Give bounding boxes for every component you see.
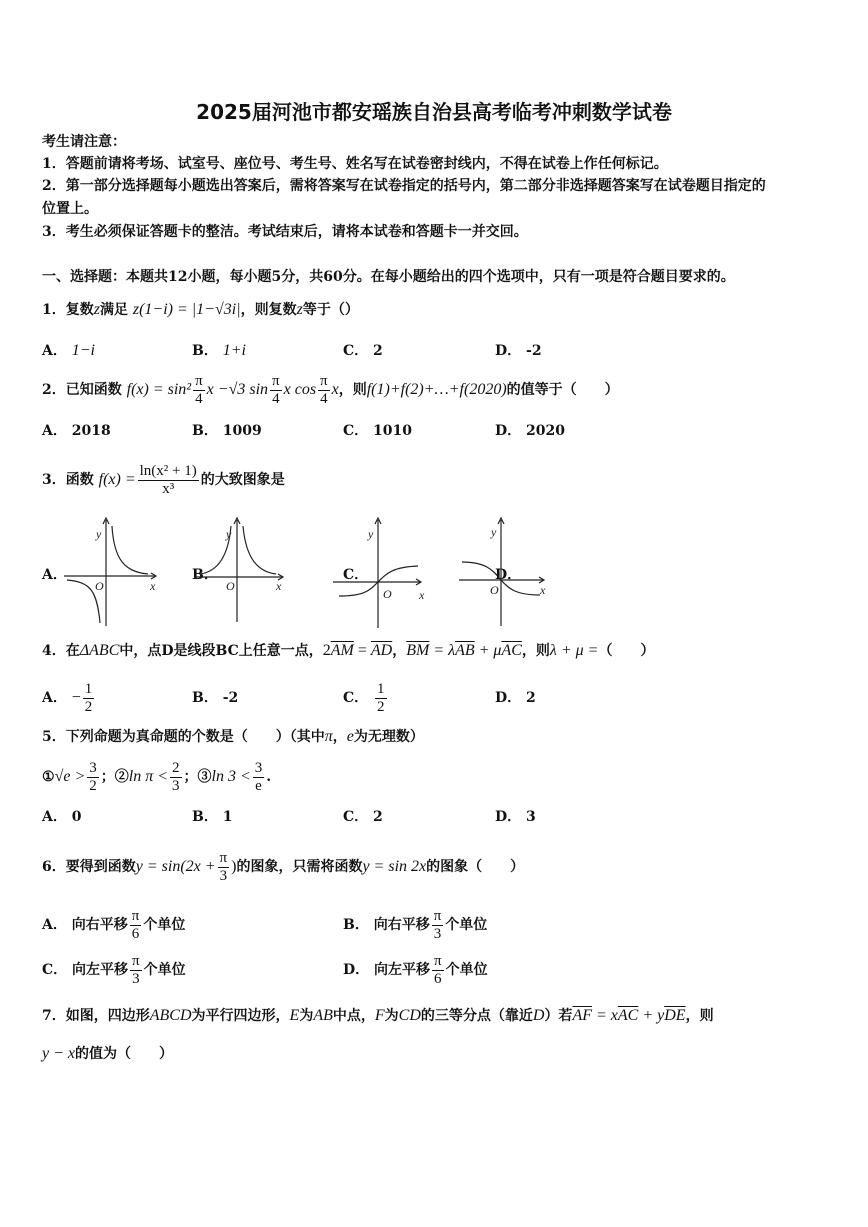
option-c[interactable] [343, 807, 383, 827]
text: 中点， [332, 1008, 375, 1024]
label: D． [495, 809, 522, 825]
math: f(x) = sin² [126, 381, 192, 398]
vector: $\overline{AM}$ [330, 642, 354, 659]
text: ）若 [544, 1008, 573, 1024]
text: 复数 [65, 302, 94, 318]
den: 6 [434, 970, 442, 987]
text: BC [215, 643, 239, 659]
text: ， [332, 729, 347, 745]
fraction [432, 953, 444, 988]
separator: . [266, 769, 272, 785]
den: 2 [89, 777, 97, 794]
separator: ； [183, 769, 198, 785]
text: ，则复数 [240, 302, 297, 318]
math: f(1)+f(2)+…+f(2020) [366, 381, 507, 398]
math: = [353, 642, 371, 659]
text: ，则 [521, 643, 550, 659]
y-label: y [491, 525, 497, 539]
label: B． [192, 809, 218, 825]
text: 上任意一点， [238, 643, 323, 659]
text: 满足 [99, 302, 128, 318]
value: 1010 [373, 423, 412, 439]
text: D [161, 643, 174, 659]
text: 的图象，只需将函数 [236, 859, 363, 875]
math: e [346, 728, 354, 745]
num: 3 [89, 759, 97, 776]
value: 2 [373, 343, 383, 359]
den: 3 [433, 925, 442, 942]
fraction [318, 373, 330, 408]
vector: $\overline{AB}$ [455, 642, 475, 659]
label: A． [42, 423, 67, 439]
label: C． [343, 343, 369, 359]
math: ln 3 < [211, 768, 251, 785]
option-a[interactable] [42, 341, 95, 361]
den: 6 [131, 925, 140, 942]
x-label: x [276, 579, 282, 593]
text: 向右平移 [71, 917, 128, 933]
text: 要得到函数 [65, 859, 136, 875]
math: = x [591, 1007, 618, 1024]
math: ABCD [149, 1007, 192, 1024]
label: C． [42, 962, 68, 978]
den: x³ [162, 480, 175, 497]
math: z(1−i) = |1−√3i| [132, 301, 241, 318]
den: e [255, 777, 262, 794]
option-b[interactable] [343, 905, 487, 945]
math: z [93, 301, 100, 318]
circled-number: ② [114, 769, 129, 785]
math: λ + μ = [549, 642, 599, 659]
text: 如图，四边形 [65, 1008, 150, 1024]
notice-item: 3．考生必须保证答题卡的整洁。考试结束后，请将本试卷和答题卡一并交回。 [42, 224, 528, 240]
text: ，则 [685, 1008, 714, 1024]
separator: ； [100, 769, 115, 785]
fraction [375, 681, 387, 716]
fraction [87, 760, 99, 795]
text: 等于（） [302, 302, 359, 318]
question-3 [42, 460, 285, 500]
text: 已知函数 [65, 382, 122, 398]
statements [42, 757, 271, 797]
num: π [131, 907, 140, 924]
option-d[interactable] [343, 950, 488, 990]
math: F [374, 1007, 385, 1024]
vector: $\overline{AC}$ [617, 1007, 639, 1024]
den: 3 [172, 777, 180, 794]
text: 的大致图象是 [200, 472, 285, 488]
text: 为 [384, 1008, 399, 1024]
den: 3 [219, 867, 228, 884]
label: B． [343, 917, 369, 933]
text: （ ） [598, 643, 655, 659]
label: D． [343, 962, 370, 978]
math: x cos [283, 381, 317, 398]
den: 2 [377, 698, 385, 715]
value: 3 [526, 809, 536, 825]
label: A． [42, 809, 67, 825]
text: 为无理数） [353, 729, 424, 745]
value: -2 [526, 343, 542, 359]
option-a[interactable] [42, 905, 185, 945]
fraction [253, 760, 265, 795]
fraction [432, 908, 444, 943]
option-c[interactable] [343, 421, 412, 441]
x-label: x [150, 579, 156, 593]
label: D． [495, 690, 522, 706]
notice-item: 2．第一部分选择题每小题选出答案后，需将答案写在试卷指定的括号内，第二部分非选择题答案写在试卷题目指定的 [42, 178, 766, 194]
fraction [130, 953, 142, 988]
fraction [138, 463, 199, 498]
math: y = sin 2x [362, 858, 427, 875]
option-d[interactable] [495, 421, 565, 441]
text: 的值等于（ ） [506, 382, 619, 398]
label: B． [192, 423, 218, 439]
num: π [272, 372, 280, 389]
q-number: 4． [42, 643, 66, 659]
text: 的三等分点（靠近 [420, 1008, 533, 1024]
option-d[interactable] [495, 341, 542, 361]
option-d[interactable] [495, 807, 536, 827]
label: C． [343, 423, 369, 439]
math: x −√3 sin [206, 381, 269, 398]
value: 2 [373, 809, 383, 825]
den: 4 [195, 390, 203, 407]
graph-b-label[interactable]: B． [192, 567, 218, 583]
num: π [320, 372, 328, 389]
math: = λ [429, 642, 456, 659]
math: z [296, 301, 303, 318]
math: CD [398, 1007, 421, 1024]
option-c[interactable] [343, 678, 389, 718]
graph-d-label[interactable]: D． [495, 567, 522, 583]
den: 3 [132, 970, 140, 987]
y-label: y [368, 527, 374, 541]
notice-item: 位置上。 [42, 201, 98, 217]
math: + μ [474, 642, 502, 659]
origin-label: O [490, 583, 499, 597]
text: 的值为（ ） [75, 1046, 173, 1062]
q-number: 1． [42, 302, 66, 318]
label: A． [42, 917, 67, 933]
label: D． [495, 423, 522, 439]
label: C． [343, 809, 369, 825]
math: x [331, 381, 339, 398]
graph-d [459, 518, 546, 626]
x-label: x [540, 583, 546, 597]
origin-label: O [383, 587, 392, 601]
value: 1 [222, 809, 233, 825]
vector: $\overline{AF}$ [572, 1007, 592, 1024]
math: ln π < [128, 768, 169, 785]
text: ， [392, 643, 407, 659]
option-b[interactable] [192, 341, 246, 361]
q-number: 5． [42, 729, 66, 745]
text: 为平行四边形， [191, 1008, 290, 1024]
sign: − [71, 689, 81, 706]
graph-c-label[interactable]: C． [343, 567, 369, 583]
question-6 [42, 847, 524, 887]
num: π [132, 952, 140, 969]
option-b[interactable] [192, 421, 262, 441]
text: 函数 [65, 472, 94, 488]
num: 3 [254, 759, 263, 776]
option-a[interactable] [42, 807, 82, 827]
math: AB [313, 1007, 333, 1024]
q-number: 6． [42, 859, 66, 875]
num: π [219, 849, 228, 866]
q-number: 7． [42, 1008, 66, 1024]
text: 为 [299, 1008, 314, 1024]
fraction [270, 373, 282, 408]
text: 个单位 [143, 962, 186, 978]
value: 1009 [222, 423, 262, 439]
x-label: x [419, 588, 425, 602]
den: 4 [320, 390, 328, 407]
num: 1 [84, 680, 93, 697]
vector: $\overline{AC}$ [501, 642, 522, 659]
math: D [532, 1007, 545, 1024]
question-4 [42, 641, 654, 661]
num: π [434, 952, 442, 969]
text: 个单位 [143, 917, 186, 933]
den: 4 [272, 390, 280, 407]
num: 1 [377, 680, 385, 697]
math: + y [638, 1007, 665, 1024]
option-c[interactable] [42, 950, 186, 990]
vector: $\overline{BM}$ [406, 642, 430, 659]
y-label: y [96, 527, 102, 541]
math: f(x) = [98, 471, 136, 488]
math: 2 [322, 642, 331, 659]
text: 向左平移 [72, 962, 129, 978]
num: π [433, 907, 442, 924]
exam-title: 2025届河池市都安瑶族自治县高考临考冲刺数学试卷 [196, 100, 672, 124]
q-number: 2． [42, 382, 66, 398]
text: 个单位 [445, 962, 488, 978]
math: ΔABC [79, 642, 120, 659]
option-b[interactable] [192, 807, 232, 827]
circled-number: ① [42, 769, 55, 785]
math: ) [231, 858, 237, 875]
text: ，则 [338, 382, 367, 398]
option-c[interactable] [343, 341, 383, 361]
value: 0 [71, 809, 82, 825]
value: 2018 [71, 423, 111, 439]
origin-label: O [226, 579, 235, 593]
value: 2020 [526, 423, 565, 439]
num: 2 [172, 759, 180, 776]
value: 1+i [222, 342, 246, 359]
fraction [218, 850, 230, 885]
graph-a [64, 518, 156, 626]
text: 中，点 [119, 643, 162, 659]
text: 的图象（ ） [426, 859, 525, 875]
option-b[interactable] [192, 688, 238, 708]
label: D． [495, 343, 522, 359]
q-number: 3． [42, 472, 66, 488]
graph-a-label[interactable]: A． [42, 567, 67, 583]
question-5 [42, 727, 424, 747]
option-d[interactable] [495, 688, 536, 708]
value: 2 [526, 690, 536, 706]
label: B． [192, 690, 218, 706]
fraction [193, 373, 205, 408]
y-label: y [226, 527, 232, 541]
graphs-figure [0, 510, 868, 635]
label: A． [42, 690, 67, 706]
math: E [289, 1007, 300, 1024]
vector: $\overline{AD}$ [370, 642, 393, 659]
origin-label: O [95, 579, 104, 593]
value: 1−i [71, 342, 95, 359]
section-heading: 一、选择题：本题共12小题，每小题5分，共60分。在每小题给出的四个选项中，只有一项是符合题目要求的。 [42, 269, 735, 285]
num: ln(x² + 1) [139, 462, 197, 479]
option-a[interactable] [42, 421, 111, 441]
notice-heading: 考生请注意： [42, 134, 126, 150]
fraction [130, 908, 142, 943]
text: 向左平移 [374, 962, 431, 978]
question-2 [42, 372, 619, 408]
question-7-cont [42, 1044, 173, 1064]
den: 2 [84, 698, 93, 715]
num: π [195, 372, 203, 389]
option-a[interactable] [42, 678, 96, 718]
math: y − x [42, 1045, 75, 1062]
math: y = sin(2x + [135, 858, 216, 875]
text: 个单位 [445, 917, 488, 933]
fraction [83, 681, 95, 716]
math: π [324, 728, 333, 745]
math: √e > [54, 768, 86, 785]
text: 向右平移 [373, 917, 430, 933]
value: -2 [222, 690, 239, 706]
question-1 [42, 300, 359, 320]
label: C． [343, 690, 369, 706]
question-7 [42, 1006, 714, 1026]
text: 在 [65, 643, 80, 659]
graph-b [194, 518, 283, 622]
label: B． [192, 343, 218, 359]
text: 下列命题为真命题的个数是（ ）（其中 [65, 729, 325, 745]
vector: $\overline{DE}$ [664, 1007, 686, 1024]
label: A． [42, 343, 67, 359]
text: 是线段 [173, 643, 216, 659]
notice-item: 1．答题前请将考场、试室号、座位号、考生号、姓名写在试卷密封线内，不得在试卷上作任何标记。 [42, 156, 668, 172]
circled-number: ③ [197, 769, 212, 785]
fraction [170, 760, 182, 795]
graph-c [333, 518, 425, 628]
